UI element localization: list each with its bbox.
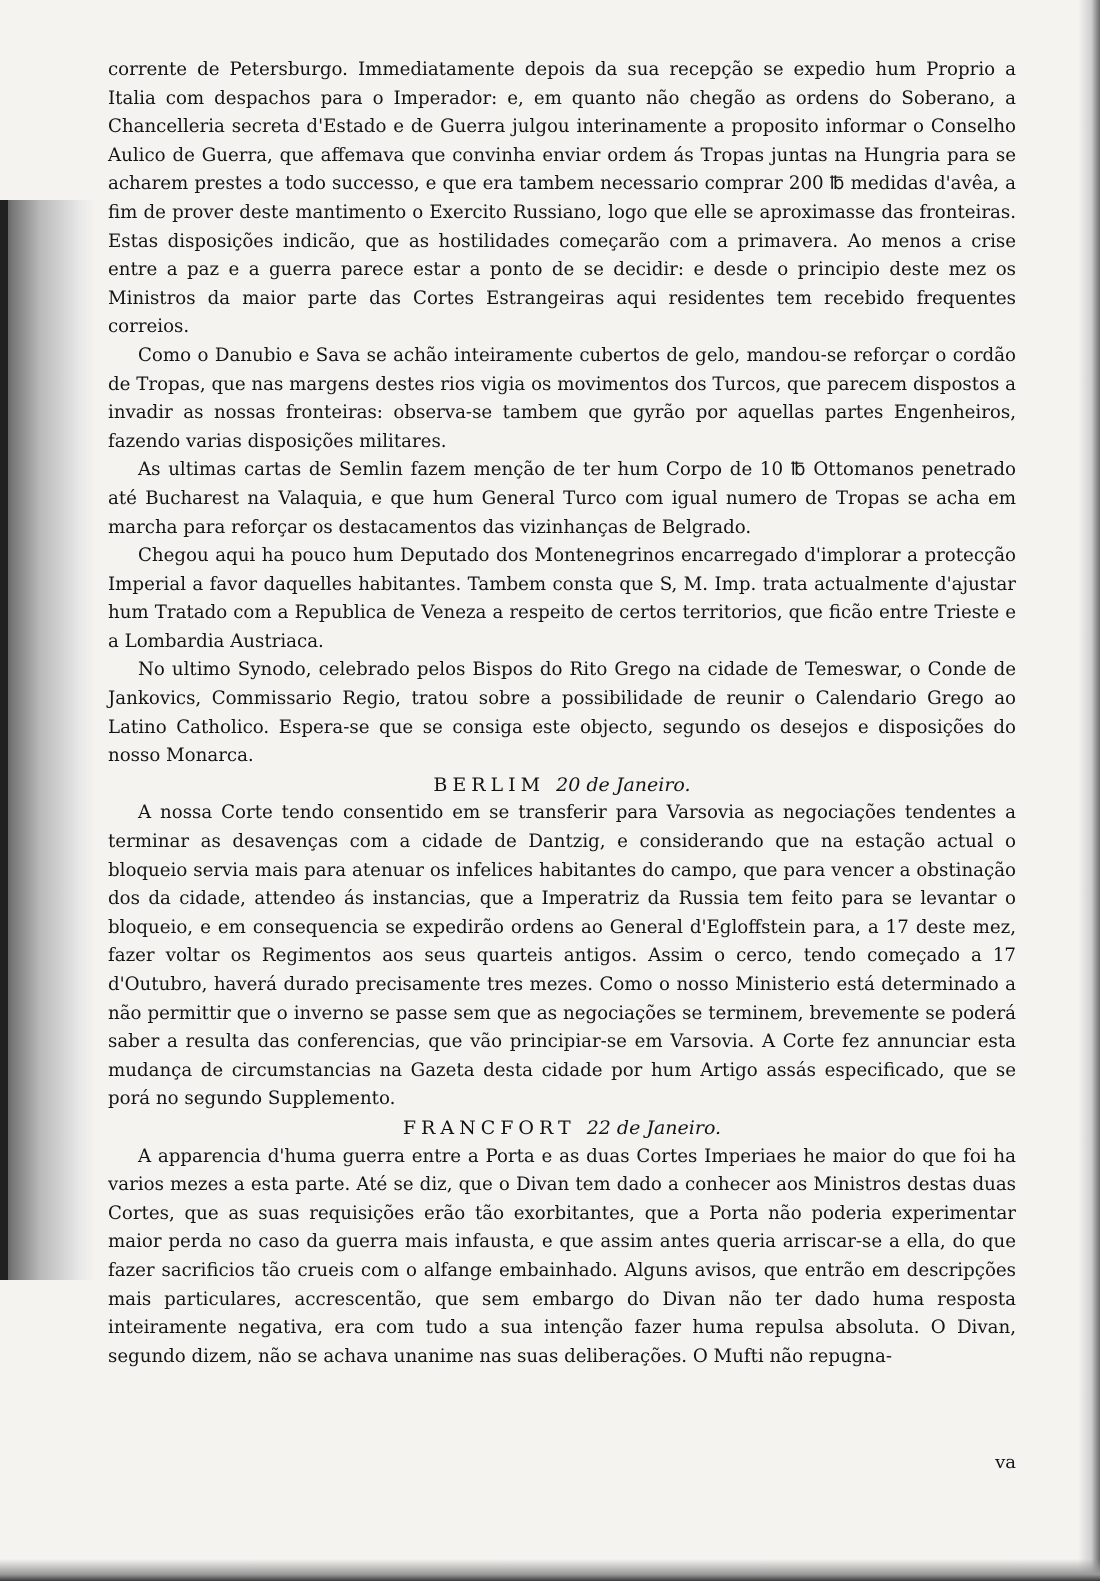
- page-right-edge: [1078, 0, 1100, 1581]
- paragraph-francfort: A apparencia d'huma guerra entre a Porta e as duas Cortes Imperiaes he maior do que foi ha varios mezes a esta parte. Até se diz, que o Divan tem dado a conhecer aos Ministros destas duas Cortes, que as suas requisições erão tão exorbitantes, que a Porta não poderia experimentar maior perda no caso da guerra mais infausta, e que assim antes queria arriscar-se a ella, do que fazer sacrificios tão crueis com o alfange embainhado. Alguns avisos, que entrão em descripções mais particulares, accrescentão, que sem embargo do Divan não ter dado huma resposta inteiramente negativa, era com tudo a sua intenção fazer huma repulsa absoluta. O Divan, segundo dizem, não se achava unanime nas suas deliberações. O Mufti não repugna-: [108, 1145, 1016, 1367]
- dateline-place: FRANCFORT: [402, 1116, 576, 1139]
- paragraph-danubio: Como o Danubio e Sava se achão inteiramente cubertos de gelo, mandou-se reforçar o cordão de Tropas, que nas margens destes rios vigia os movimentos dos Turcos, que parecem dispostos a invadir as nossas fronteiras: observa-se tambem que gyrão por aquellas partes Engenheiros, fazendo varias disposições militares.: [108, 344, 1016, 452]
- dateline-date: 20 de Janeiro.: [556, 773, 691, 796]
- paragraph-synodo: No ultimo Synodo, celebrado pelos Bispos do Rito Grego na cidade de Temeswar, o Conde de Jankovics, Commissario Regio, tratou sobre a possibilidade de reunir o Calendario Grego ao Latino Catholico. Espera-se que se consiga este objecto, segundo os desejos e disposições do nosso Monarca.: [108, 659, 1016, 767]
- catchword: va: [995, 1452, 1016, 1473]
- dateline-date: 22 de Janeiro.: [586, 1116, 722, 1139]
- paragraph-berlim: A nossa Corte tendo consentido em se transferir para Varsovia as negociações tendentes a terminar as desavenças com a cidade de Dantzig, e considerando que na estação actual o bloqueio servia mais para atenuar os infelices habitantes do campo, que para vencer a obstinação dos da cidade, attendeo ás instancias, que a Imperatriz da Russia tem feito para se levantar o bloqueio, e em consequencia se expedirão ordens ao General d'Egloffstein para, a 17 deste mez, fazer voltar os Regimentos aos seus quarteis antigos. Assim o cerco, tendo começado a 17 d'Outubro, haverá durado precisamente tres mezes. Como o nosso Ministerio está determinado a não permittir que o inverno se passe sem que as negociações se terminem, brevemente se poderá saber a resulta das conferencias, que vão principiar-se em Varsovia. A Corte fez annunciar esta mudança de circumstancias na Gazeta desta cidade por hum Artigo assás especificado, que se porá no segundo Supplemento.: [108, 802, 1016, 1110]
- article-body: [108, 56, 1016, 1371]
- binding-edge: [0, 200, 8, 1280]
- dateline-francfort: [108, 1114, 1016, 1143]
- paragraph-continuation: corrente de Petersburgo. Immediatamente depois da sua recepção se expedio hum Proprio a Italia com despachos para o Imperador: e, em quanto não chegão as ordens do Soberano, a Chancelleria secreta d'Estado e de Guerra julgou interinamente a proposito informar o Conselho Aulico de Guerra, que affemava que convinha enviar ordem ás Tropas juntas na Hungria para se acharem prestes a todo successo, e que era tambem necessario comprar 200 ℔ medidas d'avêa, a fim de prover deste mantimento o Exercito Russiano, logo que elle se aproximasse das fronteiras. Estas disposições indicão, que as hostilidades começarão com a primavera. Ao menos a crise entre a paz e a guerra parece estar a ponto de se decidir: e desde o principio deste mez os Ministros da maior parte das Cortes Estrangeiras aqui residentes tem recebido frequentes correios.: [108, 59, 1016, 338]
- paragraph-semlin: As ultimas cartas de Semlin fazem menção de ter hum Corpo de 10 ℔ Ottomanos penetrado até Bucharest na Valaquia, e que hum General Turco com igual numero de Tropas se acha em marcha para reforçar os destacamentos das vizinhanças de Belgrado.: [108, 459, 1016, 538]
- dateline-place: BERLIM: [433, 773, 546, 796]
- page-bottom-edge: [0, 1559, 1100, 1581]
- paragraph-montenegrinos: Chegou aqui ha pouco hum Deputado dos Montenegrinos encarregado d'implorar a protecção Imperial a favor daquelles habitantes. Tambem consta que S, M. Imp. trata actualmente d'ajustar hum Tratado com a Republica de Veneza a respeito de certos territorios, que ficão entre Trieste e a Lombardia Austriaca.: [108, 545, 1016, 652]
- dateline-berlim: [108, 771, 1016, 800]
- binding-shadow: [0, 200, 95, 1280]
